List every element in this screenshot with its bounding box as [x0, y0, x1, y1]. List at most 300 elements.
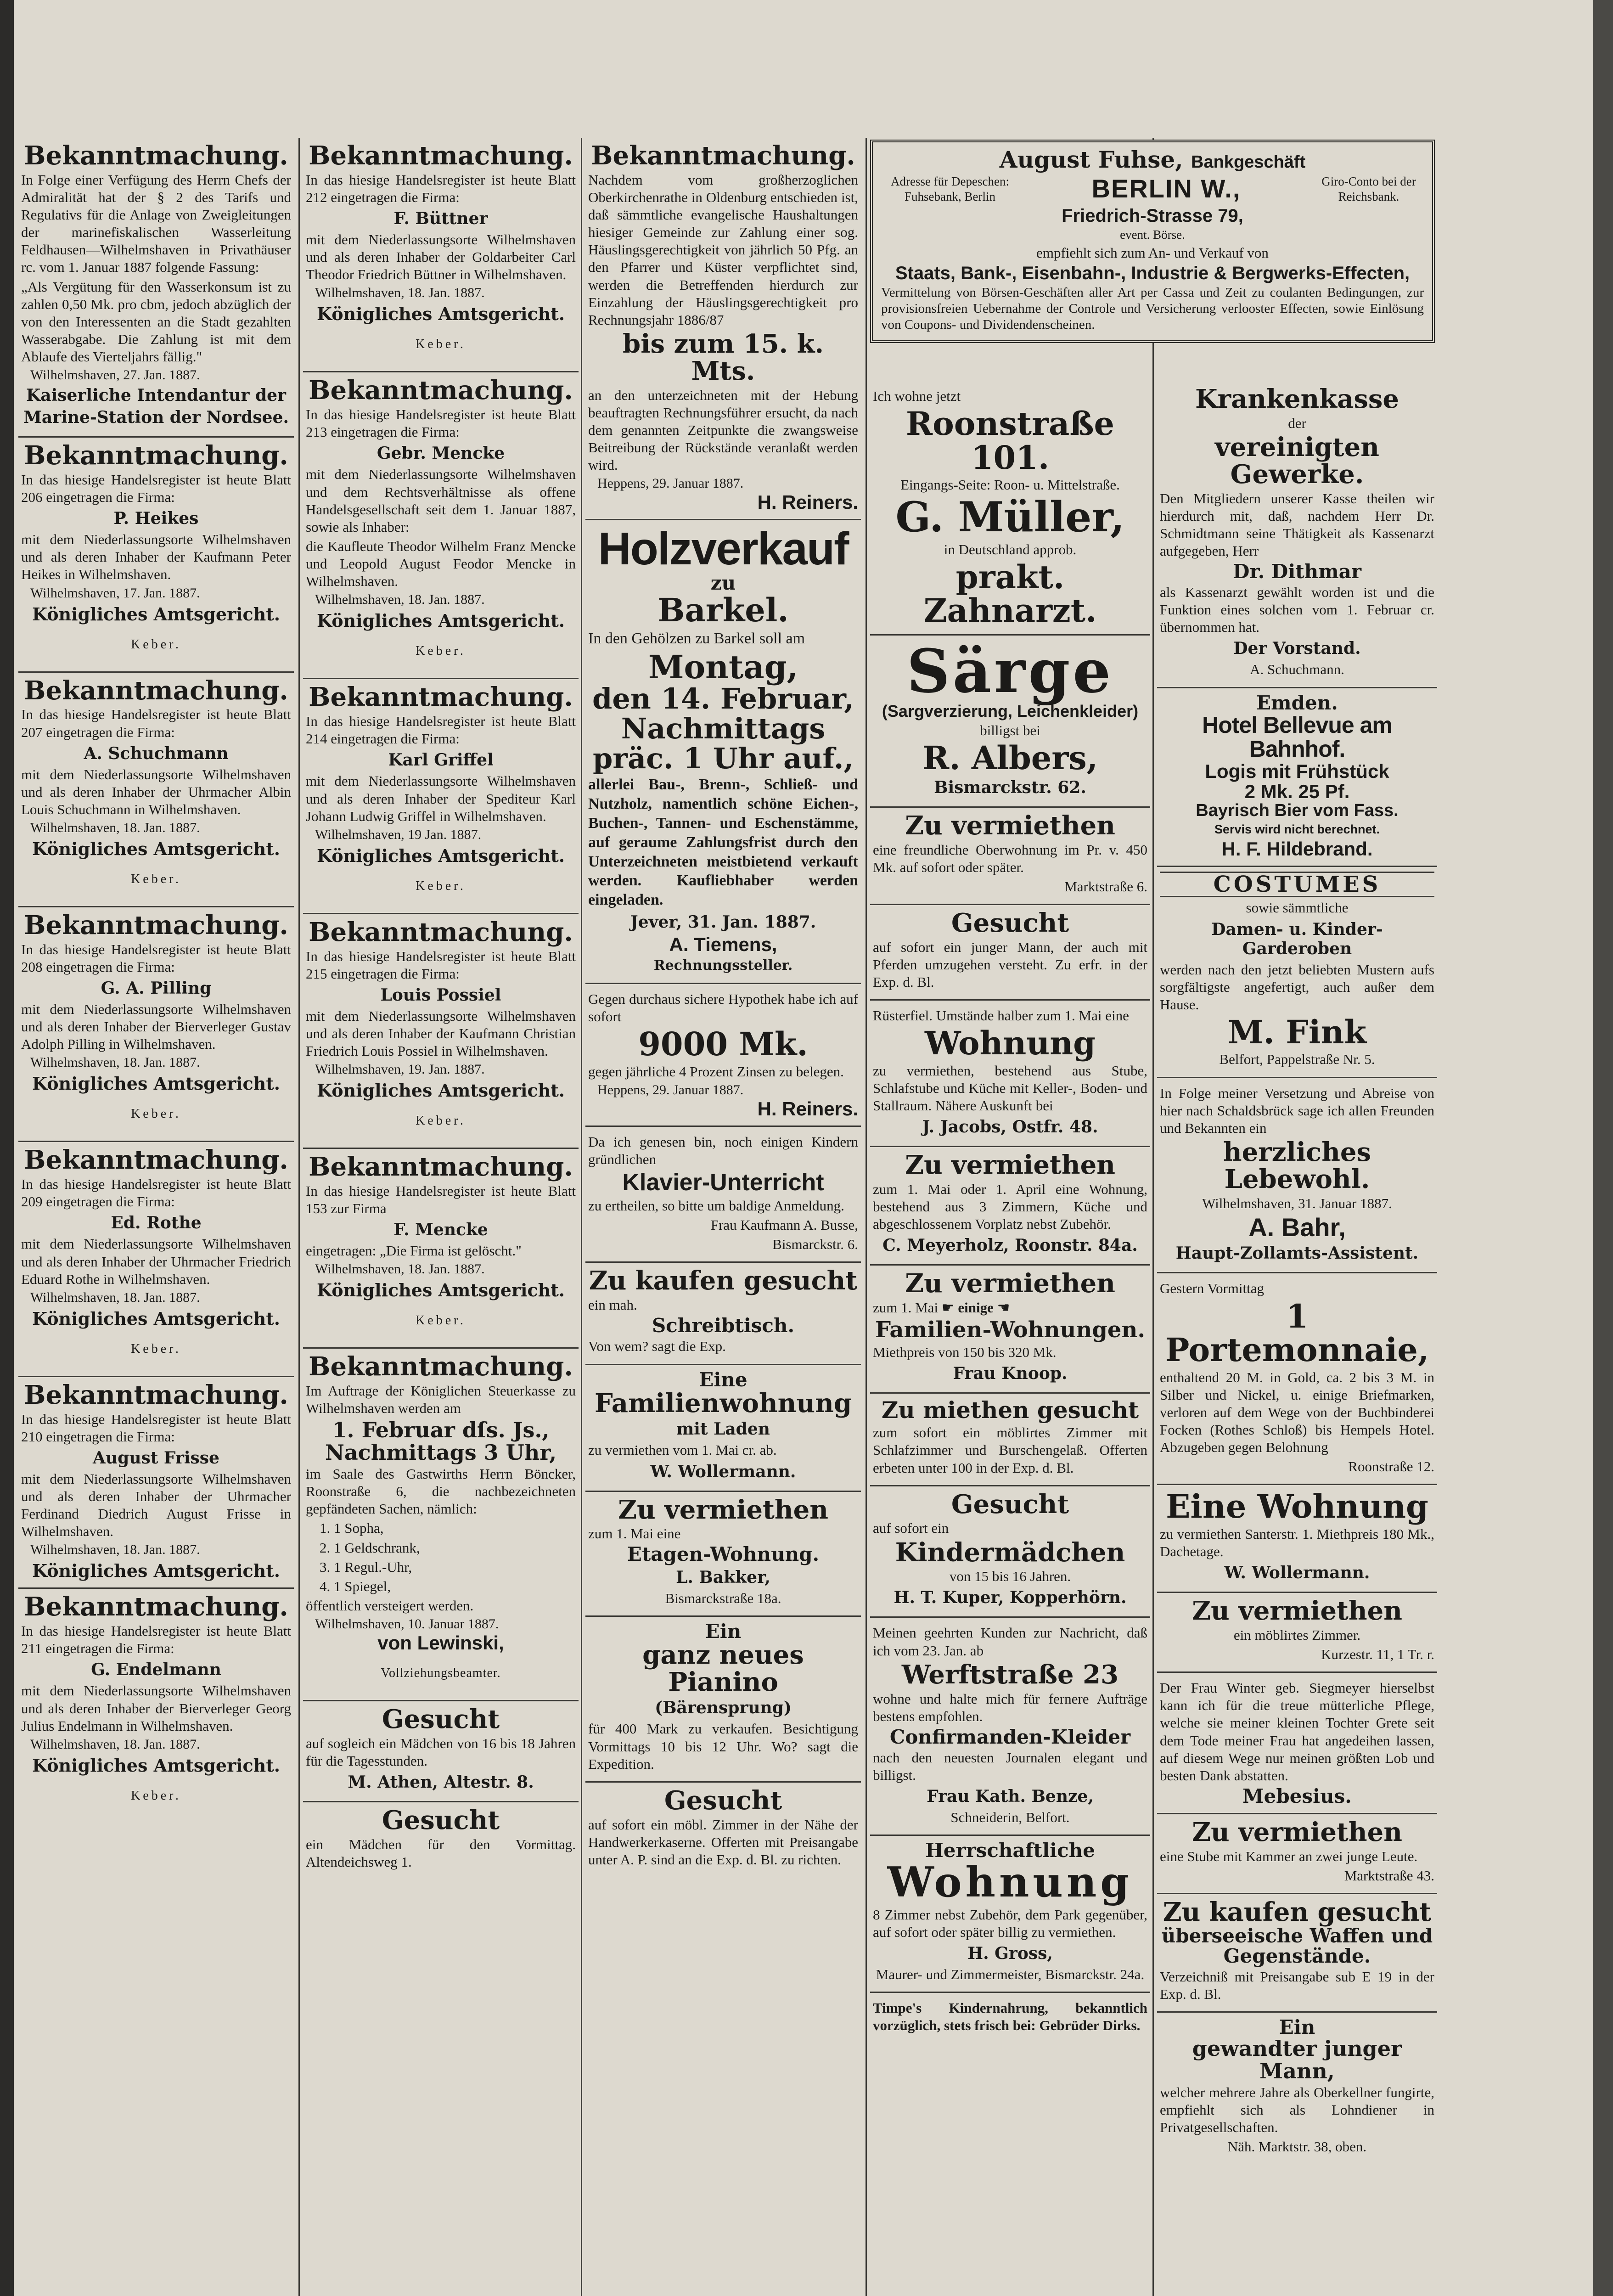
ad-title: Gesucht: [382, 1704, 500, 1735]
ad-bank-fuhse: [870, 140, 1435, 343]
ad-health-fund: [1157, 381, 1437, 688]
ad-body: zum 1. Mai: [873, 1300, 939, 1316]
firm-name: F. Mencke: [393, 1220, 488, 1240]
ad-body: Miethpreis von 150 bis 320 Mk.: [873, 1344, 1057, 1360]
ad-body: 8 Zimmer nebst Zubehör, dem Park gegenüber, auf sofort oder später billig zu vermiethen.: [873, 1906, 1147, 1940]
notice-title: Bekanntmachung.: [309, 375, 573, 406]
notice-date: Wilhelmshaven, 18. Jan. 1887.: [30, 1542, 200, 1558]
notice-title: Bekanntmachung.: [24, 675, 288, 706]
ad-address: Werftstraße 23: [901, 1659, 1119, 1690]
ad-amount: 9000 Mk.: [638, 1025, 808, 1064]
bank-giro: Giro-Conto bei der Reichsbank.: [1321, 174, 1416, 203]
ad-address: Roonstraße 12.: [1348, 1458, 1434, 1475]
ad-body: für 400 Mark zu verkaufen. Besichtigung Vormittags 10 bis 12 Uhr. Wo? sagt die Expedition.: [588, 1721, 858, 1772]
ad-title: Klavier-Unterricht: [622, 1169, 824, 1196]
clerk-name: Keber.: [131, 1341, 181, 1356]
ad-buy-weapons: [1157, 1894, 1437, 2013]
column-rule: [1152, 138, 1154, 2296]
bank-kind: Bankgeschäft: [1191, 152, 1306, 172]
ad-signature: W. Wollermann.: [650, 1462, 796, 1481]
notice-title: Bekanntmachung.: [309, 682, 573, 713]
bank-street: Friedrich-Strasse 79,: [1062, 205, 1243, 226]
ad-sub: Logis mit Frühstück: [1205, 760, 1389, 782]
ad-body: welcher mehrere Jahre als Oberkellner fungirte, empfiehlt sich als Lohndiener in Privatgesellschaften.: [1160, 2084, 1434, 2136]
ad-body: Den Mitgliedern unserer Kasse theilen wir hierdurch mit, daß, nachdem Herr Dr. Schmidtmann seine Thätigkeit als Kassenarzt aufgegeben, Herr: [1160, 490, 1434, 559]
ad-signature: Mebesius.: [1242, 1784, 1352, 1807]
ad-signature: H. Gross,: [967, 1944, 1053, 1964]
page-edge: [1593, 0, 1613, 2296]
ad-address: Näh. Marktstr. 38, oben.: [1227, 2138, 1367, 2155]
ad-role: Rechnungssteller.: [653, 957, 793, 974]
column-5: [1157, 381, 1437, 2164]
ad-cert: in Deutschland approb.: [944, 541, 1077, 557]
court-signature: Königliches Amtsgericht.: [32, 1755, 280, 1776]
ad-sub: (Sargverzierung, Leichenkleider): [882, 702, 1139, 721]
ad-wanted-girl-morning: [303, 1802, 579, 1879]
bailiff-role: Vollziehungsbeamter.: [381, 1666, 501, 1681]
ad-signature: H. Reiners.: [757, 1098, 858, 1120]
ad-body: zu vermiethen vom 1. Mai cr. ab.: [588, 1442, 777, 1458]
notice-intro: In das hiesige Handelsregister ist heute Blatt 210 eingetragen die Firma:: [21, 1411, 291, 1445]
notice-title: Bekanntmachung.: [24, 440, 288, 471]
ad-pre: Gestern Vormittag: [1160, 1280, 1265, 1297]
ad-farewell: [1157, 1078, 1437, 1274]
notice-intro: In das hiesige Handelsregister ist heute Blatt 153 zur Firma: [306, 1182, 576, 1217]
ad-body: ein Mädchen für den Vormittag. Altendeichsweg 1.: [306, 1836, 576, 1870]
pointing-hand-icon: ☚: [997, 1300, 1010, 1316]
ad-signature: H. T. Kuper, Kopperhörn.: [894, 1588, 1127, 1608]
ad-room-marktstr: [1157, 1814, 1437, 1894]
notice-body: mit dem Niederlassungsorte Wilhelmshaven und als deren Inhaber der Bierverleger Gustav Adolph Pilling in Wilhelmshaven.: [21, 1001, 291, 1052]
ad-buy-desk: [585, 1263, 861, 1365]
notice-intro: In das hiesige Handelsregister ist heute Blatt 206 eingetragen die Firma:: [21, 471, 291, 506]
ad-timber-sale: [585, 520, 861, 984]
ad-signature: Der Vorstand.: [1233, 639, 1361, 658]
ad-pre: Herrschaftliche: [925, 1839, 1095, 1862]
ad-city: Emden.: [1256, 691, 1338, 714]
ad-date: Heppens, 29. Januar 1887.: [597, 1082, 744, 1098]
clerk-name: Keber.: [416, 337, 466, 352]
bailiff-name: von Lewinski,: [377, 1632, 504, 1654]
notice-quote: „Als Vergütung für den Wasserkonsum ist zu zahlen 0,50 Mk. pro cbm, jedoch abzüglich der von den Interessenten an die Stadt gezahlten Wasserabgabe. Die Zahlung ist mit dem Ablaufe des Vierteljahrs fällig.": [21, 278, 291, 365]
ad-signature: R. Albers,: [922, 739, 1098, 777]
notice-register-schuchmann: [18, 673, 294, 907]
notice-date: Wilhelmshaven, 18. Jan. 1887.: [30, 1289, 200, 1305]
ad-body: zum 1. Mai eine: [588, 1525, 681, 1542]
bank-telegram: Adresse für Depeschen: Fuhsebank, Berlin: [891, 174, 1009, 203]
ad-body: eine freundliche Oberwohnung im Pr. v. 450 Mk. auf sofort oder später.: [873, 841, 1147, 875]
ad-dentist: [870, 381, 1150, 636]
ad-thanks: [1157, 1673, 1437, 1814]
ad-address: Marktstraße 43.: [1344, 1867, 1434, 1884]
ad-body: In den Gehölzen zu Barkel soll am: [588, 630, 805, 647]
notice-body: mit dem Niederlassungsorte Wilhelmshaven und dem Rechtsverhältnisse als offene Handelsgesellschaft seit dem 1. Januar 1887, sowie als Inhaber:: [306, 466, 576, 535]
clerk-name: Keber.: [416, 644, 466, 658]
court-signature: Königliches Amtsgericht.: [32, 1560, 280, 1581]
ad-body: zu vermiethen, bestehend aus Stube, Schlafstube und Küche mit Keller-, Boden- und Stallraum. Nähere Auskunft bei: [873, 1062, 1147, 1114]
ad-body: zu vermiethen Santerstr. 1. Miethpreis 180 Mk., Dachetage.: [1160, 1525, 1434, 1559]
ad-body: auf sogleich ein Mädchen von 16 bis 18 Jahren für die Tagesstunden.: [306, 1735, 576, 1769]
ad-body: auf sofort ein: [873, 1520, 949, 1536]
ad-address: Belfort, Pappelstraße Nr. 5.: [1219, 1051, 1375, 1068]
ad-date: Wilhelmshaven, 31. Januar 1887.: [1202, 1195, 1392, 1211]
notice-title: Bekanntmachung.: [309, 141, 573, 171]
ad-title: Zu vermiethen: [905, 1268, 1115, 1299]
item: 4. 1 Spiegel,: [320, 1578, 391, 1594]
notice-register-possiel: [303, 914, 579, 1149]
notice-date: Wilhelmshaven, 10. Januar 1887.: [315, 1616, 499, 1632]
column-2: [303, 138, 579, 1879]
firm-name: G. Endelmann: [91, 1660, 221, 1680]
ad-address: Roonstraße 101.: [905, 405, 1115, 477]
ad-sub: vereinigten Gewerke.: [1215, 432, 1379, 490]
ad-sub: (Bärensprung): [655, 1698, 792, 1718]
notice-body: Im Auftrage der Königlichen Steuerkasse zu Wilhelmshaven werden am: [306, 1383, 576, 1417]
ad-day: Montag,: [648, 647, 798, 686]
ad-signature: A. Tiemens,: [669, 934, 777, 956]
column-4: [870, 381, 1150, 2043]
ad-item: Kindermädchen: [895, 1537, 1125, 1568]
ad-body: nach den neuesten Journalen elegant und billigst.: [873, 1749, 1147, 1783]
bank-city: BERLIN W.,: [1091, 174, 1241, 203]
ad-signature: W. Wollermann.: [1224, 1563, 1370, 1583]
ad-lost-purse: [1157, 1273, 1437, 1485]
ad-time: Nachmittags: [621, 712, 826, 746]
clerk-name: Keber.: [131, 1788, 181, 1803]
notice-intro: In das hiesige Handelsregister ist heute Blatt 208 eingetragen die Firma:: [21, 941, 291, 975]
column-1: [18, 138, 294, 1823]
ad-einige: einige: [958, 1300, 994, 1316]
firm-name: Ed. Rothe: [111, 1213, 202, 1233]
court-signature: Königliches Amtsgericht.: [317, 1080, 565, 1101]
ad-item: Schreibtisch.: [652, 1314, 795, 1337]
ad-body: von 15 bis 16 Jahren.: [949, 1568, 1071, 1585]
court-signature: Königliches Amtsgericht.: [32, 603, 280, 625]
notice-date: Wilhelmshaven, 18. Jan. 1887.: [315, 285, 485, 301]
ad-address: Bismarckstr. 62.: [934, 777, 1086, 797]
ad-body: zum sofort ein möblirtes Zimmer mit Schlafzimmer und Burschengelaß. Offerten erbeten unter 100 in der Exp. d. Bl.: [873, 1424, 1147, 1476]
notice-intro: In das hiesige Handelsregister ist heute Blatt 211 eingetragen die Firma:: [21, 1623, 291, 1657]
dentist-name: G. Müller,: [895, 493, 1125, 542]
ad-time: präc. 1 Uhr auf.,: [592, 742, 854, 776]
ad-signature: M. Athen, Altestr. 8.: [348, 1773, 534, 1792]
ad-item: Familien-Wohnungen.: [875, 1317, 1146, 1343]
column-4-bank-box-span: [870, 138, 1435, 348]
bank-heading: [881, 148, 1424, 172]
ad-servis: Servis wird nicht berechnet.: [1214, 822, 1380, 836]
firm-name: Louis Possiel: [380, 985, 501, 1005]
notice-title: Bekanntmachung.: [24, 910, 288, 941]
ad-signature: Frau Kaufmann A. Busse,: [710, 1217, 858, 1233]
ad-body: eine Stube mit Kammer an zwei junge Leute.: [1160, 1848, 1418, 1864]
auction-date: 1. Februar dſs. Js., Nachmittags 3 Uhr,: [325, 1418, 557, 1465]
ad-sub: Eingangs-Seite: Roon- u. Mittelstraße.: [900, 477, 1120, 493]
notice-title: Bekanntmachung.: [24, 1379, 288, 1410]
clerk-name: Keber.: [416, 1313, 466, 1328]
notice-body: mit dem Niederlassungsorte Wilhelmshaven und als deren Inhaber der Uhrmacher Ferdinand Diedrich August Frisse in Wilhelmshaven.: [21, 1470, 291, 1540]
notice-title: Bekanntmachung.: [24, 1145, 288, 1176]
firm-name: P. Heikes: [113, 509, 199, 529]
ad-room-wanted: [870, 1394, 1150, 1486]
deadline: bis zum 15. k. Mts.: [623, 328, 824, 386]
notice-body: an den unterzeichneten mit der Hebung beauftragten Rechnungsführer ersucht, da nach dem genannten Zeitpunkte die zwangsweise Beitreibung der Rückstände veranlaßt werden wird.: [588, 387, 858, 473]
ad-body: als Kassenarzt gewählt worden ist und die Funktion eines solchen vom 1. Februar cr. übernommen hat.: [1160, 584, 1434, 636]
firm-name: A. Schuchmann: [84, 743, 229, 763]
ad-body: zu ertheilen, so bitte um baldige Anmeldung.: [588, 1198, 844, 1214]
court-signature: Königliches Amtsgericht.: [32, 838, 280, 860]
notice-register-heikes: [18, 438, 294, 672]
ad-pre: Eine: [699, 1368, 747, 1391]
notice-auction: [303, 1349, 579, 1701]
ad-body: ein möblirtes Zimmer.: [1233, 1626, 1361, 1643]
ad-place-date: Jever, 31. Jan. 1887.: [630, 912, 816, 932]
notice-body: mit dem Niederlassungsorte Wilhelmshaven und als deren Inhaber der Spediteur Karl Johann Ludwig Griffel in Wilhelmshaven.: [306, 773, 576, 824]
notice-body: mit dem Niederlassungsorte Wilhelmshaven und als deren Inhaber der Uhrmacher Friedrich Eduard Rothe in Wilhelmshaven.: [21, 1236, 291, 1287]
ad-title: Zu kaufen gesucht: [1163, 1897, 1432, 1928]
column-3: [585, 138, 861, 1877]
item: 3. 1 Regul.-Uhr,: [320, 1559, 412, 1575]
notice-body: mit dem Niederlassungsorte Wilhelmshaven und als deren Inhaber der Kaufmann Christian Friedrich Louis Possiel in Wilhelmshaven.: [306, 1007, 576, 1059]
firm-name: Gebr. Mencke: [377, 444, 505, 463]
ad-body: Rüsterfiel. Umstände halber zum 1. Mai eine: [873, 1007, 1129, 1024]
clerk-name: Keber.: [416, 878, 466, 893]
doctor-name: Dr. Dithmar: [1232, 560, 1362, 583]
notice-intro: In das hiesige Handelsregister ist heute Blatt 215 eingetragen die Firma:: [306, 948, 576, 982]
ad-title: gewandter junger Mann,: [1192, 2036, 1402, 2083]
ad-flat-meyerholz: [870, 1147, 1150, 1266]
bank-name: August Fuhse,: [999, 146, 1183, 173]
item: 1. 1 Sopha,: [320, 1520, 384, 1536]
notice-date: Wilhelmshaven, 18. Jan. 1887.: [315, 1261, 485, 1277]
notice-body: mit dem Niederlassungsorte Wilhelmshaven und als deren Inhaber der Uhrmacher Albin Louis Schuchmann in Wilhelmshaven.: [21, 766, 291, 817]
ad-date: den 14. Februar,: [592, 682, 854, 716]
ad-role: Schneiderin, Belfort.: [950, 1809, 1070, 1826]
notice-body: eingetragen: „Die Firma ist gelöscht.": [306, 1243, 522, 1259]
ad-signature: C. Meyerholz, Roonstr. 84a.: [882, 1236, 1138, 1255]
ad-der: der: [1288, 415, 1306, 431]
ad-costumes: [1157, 867, 1437, 1078]
ad-body: Von wem? sagt die Exp.: [588, 1338, 726, 1355]
ad-baby-food: [870, 1993, 1150, 2043]
notice-title: Bekanntmachung.: [309, 1152, 573, 1182]
bank-borse: event. Börse.: [1120, 227, 1185, 242]
firm-name: G. A. Pilling: [101, 979, 212, 998]
ad-pre: Ich wohne jetzt: [873, 388, 961, 404]
ad-title: Zu vermiethen: [618, 1494, 828, 1525]
firm-name: August Frisse: [93, 1448, 219, 1468]
ad-signature: Frau Knoop.: [953, 1363, 1068, 1383]
ad-beer: Bayrisch Bier vom Fass.: [1196, 800, 1399, 820]
ad-flat-marktstrasse: [870, 808, 1150, 905]
notice-signature: H. Reiners.: [757, 491, 858, 513]
notice-body: In Folge einer Verfügung des Herrn Chefs der Admiralität hat der § 2 des Tarifs und Regulativs für die Anlage von Zweigleitungen der marinefiskalischen Wasserleitung Feldhausen—Wilhelmshaven in Privathäuser rc. vom 1. Januar 1887 folgende Fassung:: [21, 171, 291, 276]
ad-mortgage: [585, 984, 861, 1127]
ad-body: sowie sämmtliche: [1246, 900, 1349, 916]
firm-name: F. Büttner: [393, 209, 488, 229]
bank-address-row: [881, 172, 1424, 206]
ad-flat-jacobs: [870, 1001, 1150, 1147]
notice-title: Bekanntmachung.: [309, 1351, 573, 1382]
ad-price: 2 Mk. 25 Pf.: [1244, 780, 1350, 802]
ad-title: Gesucht: [382, 1805, 500, 1836]
ad-title: Wohnung: [887, 1858, 1133, 1907]
ad-place: Barkel.: [658, 591, 789, 630]
ad-title: Eine Wohnung: [1166, 1487, 1428, 1526]
clerk-name: Keber.: [416, 1114, 466, 1128]
ad-body: Meinen geehrten Kunden zur Nachricht, daß ich vom 23. Jan. ab: [873, 1625, 1147, 1659]
ad-body: billigst bei: [980, 722, 1040, 739]
ad-seamstress: [870, 1618, 1150, 1836]
ad-body: ein mah.: [588, 1297, 637, 1313]
ad-body: Damen- u. Kinder-Garderoben: [1211, 919, 1383, 958]
notice-date: Wilhelmshaven, 18. Jan. 1887.: [30, 1736, 200, 1752]
notice-register-pilling: [18, 907, 294, 1142]
notice-body: mit dem Niederlassungsorte Wilhelmshaven und als deren Inhaber der Bierverleger Georg Julius Endelmann in Wilhelmshaven.: [21, 1683, 291, 1734]
notice-date: Wilhelmshaven, 17. Jan. 1887.: [30, 585, 200, 601]
notice-title: Bekanntmachung.: [591, 141, 855, 171]
ad-manor-flat: [870, 1836, 1150, 1993]
bank-line: empfiehlt sich zum An- und Verkauf von: [1036, 245, 1269, 261]
notice-title: Bekanntmachung.: [24, 141, 288, 171]
ad-signature: H. F. Hildebrand.: [1221, 838, 1373, 860]
notice-body: mit dem Niederlassungsorte Wilhelmshaven und als deren Inhaber der Goldarbeiter Carl Theodor Friedrich Büttner in Wilhelmshaven.: [306, 231, 576, 283]
bank-securities: Staats, Bank-, Eisenbahn-, Industrie & Bergwerks-Effecten,: [895, 263, 1410, 284]
ad-title: Zu vermiethen: [1192, 1817, 1402, 1847]
ad-wanted-girl: [303, 1701, 579, 1802]
ad-title: ganz neues Pianino: [642, 1639, 804, 1697]
notice-date: Wilhelmshaven, 18. Jan. 1887.: [30, 820, 200, 836]
ad-sub: mit Laden: [676, 1419, 770, 1439]
ad-wanted-room: [585, 1783, 861, 1877]
ad-title: COSTUMES: [1160, 872, 1434, 897]
notice-body: öffentlich versteigert werden.: [306, 1597, 474, 1614]
ad-signature: Frau Kath. Benze,: [927, 1787, 1094, 1806]
ad-body: auf sofort ein junger Mann, der auch mit Pferden umzugehen versteht. Zu erfr. in der Exp. d. Bl.: [873, 939, 1147, 990]
ad-family-flat: [585, 1365, 861, 1492]
ad-address: Bismarckstraße 18a.: [665, 1590, 781, 1606]
ad-body: enthaltend 20 M. in Gold, ca. 2 bis 3 M. in Silber und Nickel, u. einige Briefmarken, verloren auf dem Wege von der Buchbinderei Focken (Rothes Schloß) bis Hempels Hotel. Abzugeben gegen Belohnung: [1160, 1369, 1434, 1456]
notice-title: Bekanntmachung.: [309, 917, 573, 947]
ad-address: Kurzestr. 11, 1 Tr. r.: [1321, 1646, 1434, 1663]
ad-flat-bakker: [585, 1492, 861, 1617]
ad-signature: A. Bahr,: [1248, 1212, 1346, 1242]
notice-title: Bekanntmachung.: [24, 1592, 288, 1622]
ad-pre: Ein: [705, 1620, 742, 1643]
notice-register-buettner: [303, 138, 579, 372]
ad-nanny-wanted: [870, 1486, 1150, 1618]
ad-body: allerlei Bau-, Brenn-, Schließ- und Nutzholz, namentlich schöne Eichen-, Buchen-, Tannen- und Eschenstämme, auf geraume Zahlungsfrist durch den Unterzeichneten meistbietend verkauft werden. Kaufliebhaber werden eingeladen.: [588, 776, 858, 909]
notice-register-rothe: [18, 1142, 294, 1377]
ad-address: Marktstraße 6.: [1064, 878, 1147, 895]
ad-pre: Ein: [1279, 2016, 1315, 2039]
ad-title: Särge: [906, 636, 1114, 706]
ad-title: Krankenkasse: [1195, 384, 1399, 414]
book-spine: [0, 0, 14, 2296]
ad-body-row: [873, 1299, 1147, 1317]
clerk-name: Keber.: [131, 872, 181, 887]
ad-title: 1 Portemonnaie,: [1165, 1297, 1429, 1369]
ad-title: Hotel Bellevue am Bahnhof.: [1202, 712, 1392, 762]
ad-young-man: [1157, 2013, 1437, 2164]
ad-title: herzliches Lebewohl.: [1223, 1137, 1371, 1194]
bank-services: Vermittelung von Börsen-Geschäften aller Art per Cassa und Zeit zu coulanten Bedingungen, zur provisionsfreien Uebernahme der Controle und Versicherung verlooster Effecten, sowie Einlösung von Coupons- und Dividendenscheinen.: [881, 285, 1424, 332]
notice-date: Wilhelmshaven, 18. Jan. 1887.: [315, 592, 485, 608]
ad-piano-lessons: [585, 1127, 861, 1263]
ad-body: Der Frau Winter geb. Siegmeyer hierselbst kann ich für die treue mütterliche Pflege, welche sie meiner kleinen Tochter Grete seit dem Tode meiner Frau hat angedeihen lassen, auf diesem Wege nur meinen größten Lob und besten Dank abstatten.: [1160, 1680, 1434, 1784]
ad-body: Da ich genesen bin, noch einigen Kindern gründlichen: [588, 1134, 858, 1168]
notice-body: im Saale des Gastwirths Herrn Böncker, Roonstraße 6, die nachbezeichneten gepfändeten Sachen, nämlich:: [306, 1466, 576, 1517]
ad-title: Gesucht: [951, 1489, 1069, 1519]
ad-body: zum 1. Mai oder 1. April eine Wohnung, bestehend aus 3 Zimmern, Küche und abgeschlossenem Vorplatz nebst Zubehör.: [873, 1181, 1147, 1232]
court-signature: Königliches Amtsgericht.: [317, 610, 565, 631]
ad-room-kurzestr: [1157, 1593, 1437, 1673]
column-rule: [866, 138, 867, 2296]
notice-intro: In das hiesige Handelsregister ist heute Blatt 212 eingetragen die Firma:: [306, 171, 576, 205]
notice-date: Wilhelmshaven, 19. Jan. 1887.: [315, 1062, 485, 1077]
ad-title: Zu miethen gesucht: [881, 1396, 1139, 1424]
notice-intro: In das hiesige Handelsregister ist heute Blatt 213 eingetragen die Firma:: [306, 406, 576, 440]
notice-signature: Kaiserliche Intendantur der: [26, 386, 287, 405]
ad-signature: J. Jacobs, Ostfr. 48.: [922, 1117, 1098, 1137]
notice-date: Heppens, 29. Januar 1887.: [597, 476, 744, 491]
ad-body: gegen jährliche 4 Prozent Zinsen zu belegen.: [588, 1063, 844, 1080]
ad-item: Confirmanden-Kleider: [889, 1725, 1131, 1748]
court-signature: Königliches Amtsgericht.: [32, 1073, 280, 1094]
ad-body: werden nach den jetzt beliebten Mustern aufs sorgfältigste angefertigt, auch außer dem Hause.: [1160, 961, 1434, 1013]
notice-register-frisse: [18, 1377, 294, 1589]
notice-intro: In das hiesige Handelsregister ist heute Blatt 207 eingetragen die Firma:: [21, 706, 291, 740]
ad-body: wohne und halte mich für fernere Aufträge bestens empfohlen.: [873, 1690, 1147, 1724]
ad-hotel-bellevue: [1157, 688, 1437, 867]
column-rule: [298, 138, 300, 2296]
ad-role: Maurer- und Zimmermeister, Bismarckstr. 24a.: [876, 1966, 1145, 1983]
clerk-name: Keber.: [131, 1107, 181, 1121]
firm-name: Karl Griffel: [388, 750, 494, 770]
ad-body: auf sofort ein möbl. Zimmer in der Nähe der Handwerkerkaserne. Offerten mit Preisangabe unter A. P. sind an die Exp. d. Bl. zu richten.: [588, 1816, 858, 1868]
ad-title: Wohnung: [924, 1024, 1096, 1063]
notice-body: mit dem Niederlassungsorte Wilhelmshaven und als deren Inhaber der Kaufmann Peter Heikes in Wilhelmshaven.: [21, 531, 291, 583]
ad-title: Zu vermiethen: [1192, 1596, 1402, 1626]
notice-date: Wilhelmshaven, 27. Jan. 1887.: [30, 367, 200, 383]
ad-item: Etagen-Wohnung.: [627, 1543, 820, 1566]
notice-owners: die Kaufleute Theodor Wilhelm Franz Mencke und Leopold August Feodor Mencke in Wilhelmshaven.: [306, 538, 576, 590]
ad-body: In Folge meiner Versetzung und Abreise von hier nach Schaldsbrück sage ich allen Freunden und Bekannten ein: [1160, 1085, 1434, 1136]
ad-title: Zu kaufen gesucht: [589, 1266, 858, 1296]
notice-register-endelmann: [18, 1589, 294, 1822]
notice-body: Nachdem vom großherzoglichen Oberkirchenrathe in Oldenburg entschieden ist, daß sämmtliche evangelische Haushaltungen hiesiger Gemeinde zur Zahlung einer sog. Häuslingsgerechtigkeit von jährlich 50 Pfg. an den Pfarrer und Küster verpflichtet sind, werden die Betreffenden hierdurch zur Einzahlung der Häuslingsgerechtigkeit pro Rechnungsjahr 1886/87: [588, 171, 858, 328]
ad-body: Timpe's Kindernahrung, bekanntlich vorzüglich, stets frisch bei: Gebrüder Dirks.: [873, 2000, 1147, 2034]
ad-body: Gegen durchaus sichere Hypothek habe ich auf sofort: [588, 991, 858, 1025]
ad-body: Verzeichniß mit Preisangabe sub E 19 in der Exp. d. Bl.: [1160, 1969, 1434, 2003]
court-signature: Königliches Amtsgericht.: [32, 1308, 280, 1329]
ad-title: Gesucht: [951, 907, 1069, 938]
notice-intro: In das hiesige Handelsregister ist heute Blatt 214 eingetragen die Firma:: [306, 713, 576, 747]
column-rule: [581, 138, 582, 2296]
notice-date: Wilhelmshaven, 18. Jan. 1887.: [30, 1055, 200, 1070]
dentist-role: prakt. Zahnarzt.: [923, 557, 1097, 630]
notice-register-mencke-deleted: [303, 1149, 579, 1349]
notice-signature: Marine-Station der Nordsee.: [23, 408, 289, 428]
ad-coffins: [870, 636, 1150, 808]
ad-pianino: [585, 1617, 861, 1783]
court-signature: Königliches Amtsgericht.: [317, 304, 565, 325]
ad-title: Zu vermiethen: [905, 810, 1115, 841]
notice-water-tariff: [18, 138, 294, 438]
ad-wanted-young-man: [870, 905, 1150, 1001]
ad-title: Holzverkauf: [598, 523, 849, 575]
ad-signature: A. Schuchmann.: [1250, 661, 1344, 678]
ad-sub: überseeische Waffen und Gegenstände.: [1161, 1924, 1433, 1967]
